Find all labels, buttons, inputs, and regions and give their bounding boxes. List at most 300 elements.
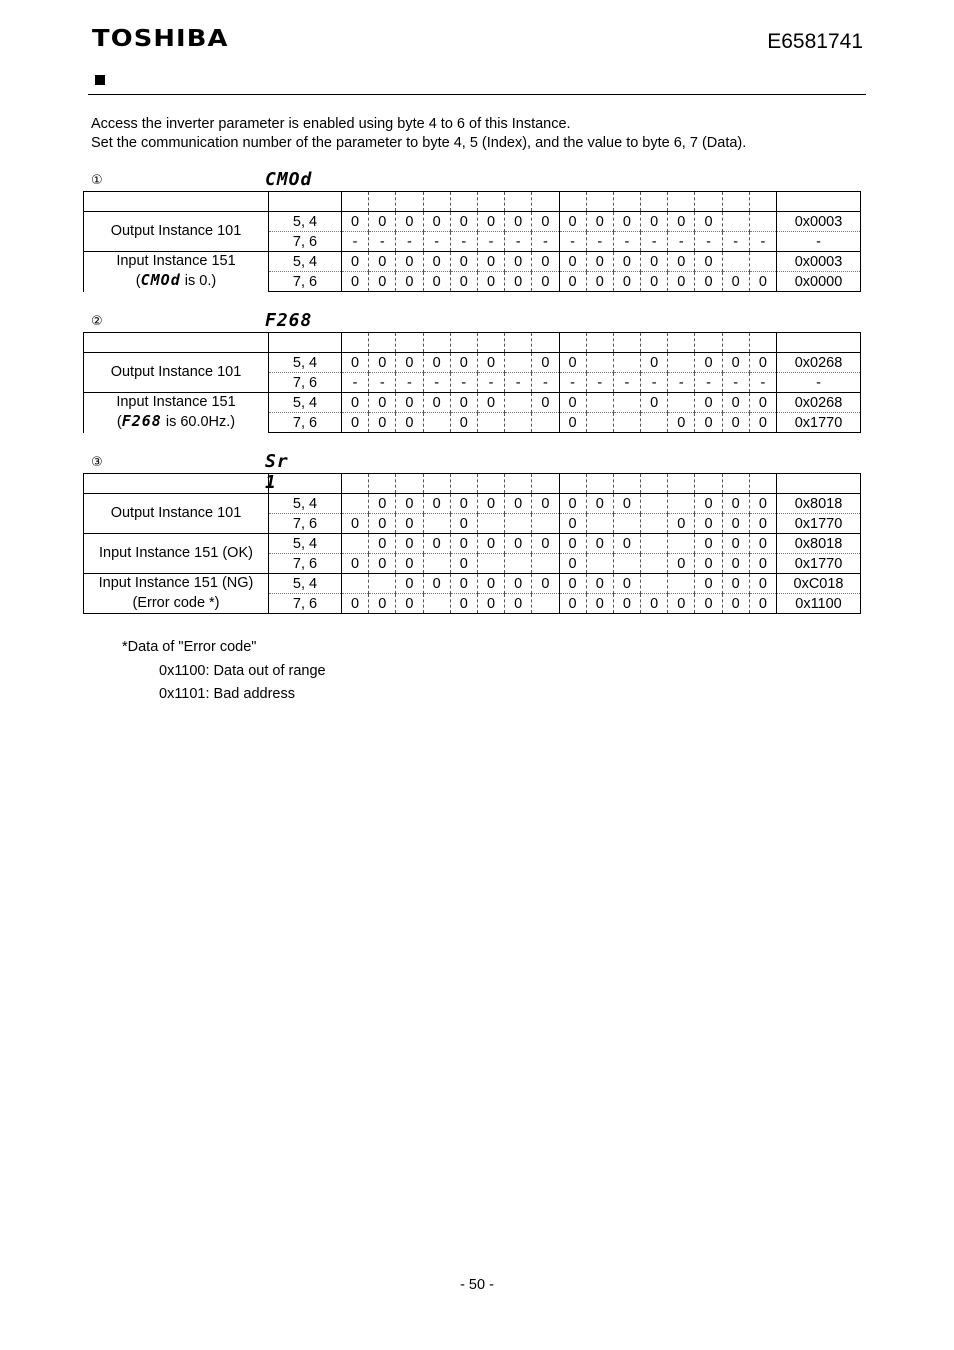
bit-cell: 0 <box>477 353 504 373</box>
header-cell <box>269 474 342 494</box>
bit-cell: 0 <box>668 554 695 574</box>
bit-cell <box>532 413 559 433</box>
header-cell <box>450 192 477 212</box>
bit-cell: 0 <box>532 272 559 292</box>
bit-cell: 0 <box>450 252 477 272</box>
bit-cell: - <box>749 232 776 252</box>
bit-cell: - <box>532 232 559 252</box>
bit-cell <box>505 413 532 433</box>
row-label-line: Input Instance 151 <box>116 394 236 411</box>
bit-cell: - <box>668 232 695 252</box>
bit-cell: 0 <box>396 554 423 574</box>
section-3-mark: ③ <box>91 455 103 470</box>
bit-cell <box>749 252 776 272</box>
bit-cell: - <box>477 232 504 252</box>
bit-cell: 0 <box>532 353 559 373</box>
bit-cell: 0 <box>505 272 532 292</box>
row-label: Output Instance 101 <box>84 494 269 534</box>
header-cell <box>477 192 504 212</box>
header-cell <box>749 474 776 494</box>
bit-cell: 0 <box>668 413 695 433</box>
byte-index: 5, 4 <box>269 494 342 514</box>
bit-cell: 0 <box>369 413 396 433</box>
bit-cell: 0 <box>722 413 749 433</box>
bit-cell <box>532 514 559 534</box>
header-cell <box>396 474 423 494</box>
bit-cell: 0 <box>559 212 586 232</box>
header-cell <box>396 333 423 353</box>
bit-cell: 0 <box>532 574 559 594</box>
bit-cell: 0 <box>396 272 423 292</box>
section-1-mark: ① <box>91 173 103 188</box>
hex-value: 0x1770 <box>777 554 861 574</box>
bit-cell: 0 <box>722 594 749 614</box>
bit-cell: 0 <box>722 353 749 373</box>
byte-index: 7, 6 <box>269 413 342 433</box>
table-header-row <box>84 333 861 353</box>
section-2-table <box>83 332 861 433</box>
bit-cell: 0 <box>505 252 532 272</box>
bit-cell <box>477 514 504 534</box>
bit-cell: 0 <box>477 494 504 514</box>
bit-cell: 0 <box>613 252 640 272</box>
page-number: - 50 - <box>460 1277 494 1293</box>
bit-cell: 0 <box>477 393 504 413</box>
table-row <box>84 393 861 413</box>
bit-cell: 0 <box>369 554 396 574</box>
row-label-note: (CMOd is 0.) <box>135 271 217 290</box>
table-row <box>84 212 861 232</box>
header-cell <box>84 474 269 494</box>
bit-cell: 0 <box>695 554 722 574</box>
header-cell <box>749 333 776 353</box>
bit-cell: 0 <box>613 594 640 614</box>
bit-cell <box>586 554 613 574</box>
bit-cell <box>505 554 532 574</box>
bit-cell: 0 <box>477 272 504 292</box>
hex-value: 0x0268 <box>777 393 861 413</box>
bit-cell: - <box>477 373 504 393</box>
header-cell <box>532 192 559 212</box>
bit-cell: 0 <box>749 574 776 594</box>
bit-cell: 0 <box>423 534 450 554</box>
hex-value: - <box>777 232 861 252</box>
section-2-mark: ② <box>91 314 103 329</box>
bit-cell: 0 <box>369 353 396 373</box>
note-item: 0x1101: Bad address <box>159 686 295 702</box>
bit-cell: 0 <box>722 534 749 554</box>
header-cell <box>777 333 861 353</box>
header-cell <box>668 474 695 494</box>
bit-cell: 0 <box>559 393 586 413</box>
header-cell <box>695 474 722 494</box>
header-cell <box>695 333 722 353</box>
bit-cell <box>342 494 369 514</box>
bit-cell: - <box>722 373 749 393</box>
table-row <box>84 534 861 554</box>
byte-index: 5, 4 <box>269 393 342 413</box>
bit-cell <box>586 353 613 373</box>
bit-cell: 0 <box>369 514 396 534</box>
bit-cell: 0 <box>722 554 749 574</box>
bit-cell: 0 <box>396 393 423 413</box>
bit-cell: 0 <box>749 594 776 614</box>
bit-cell: 0 <box>586 212 613 232</box>
bit-cell: 0 <box>668 272 695 292</box>
intro-line-2: Set the communication number of the parameter to byte 4, 5 (Index), and the value to byte 6, 7 (Data). <box>91 135 747 151</box>
bit-cell: - <box>505 232 532 252</box>
bit-cell: - <box>342 232 369 252</box>
bit-cell: - <box>613 373 640 393</box>
section-1-param: CMOd <box>265 169 313 190</box>
bit-cell: 0 <box>695 272 722 292</box>
header-cell <box>342 333 369 353</box>
bit-cell: 0 <box>749 494 776 514</box>
bit-cell: - <box>423 232 450 252</box>
bit-cell: 0 <box>477 252 504 272</box>
bit-cell: 0 <box>695 514 722 534</box>
bit-cell: 0 <box>477 212 504 232</box>
table-header-row <box>84 474 861 494</box>
bit-cell: - <box>695 373 722 393</box>
bit-cell: - <box>586 232 613 252</box>
bit-cell: 0 <box>369 534 396 554</box>
bit-cell <box>423 554 450 574</box>
bit-cell: 0 <box>559 353 586 373</box>
byte-index: 7, 6 <box>269 514 342 534</box>
bit-cell: 0 <box>532 494 559 514</box>
bit-cell: 0 <box>396 594 423 614</box>
bit-cell: 0 <box>396 494 423 514</box>
bit-cell <box>586 514 613 534</box>
bit-cell: 0 <box>450 554 477 574</box>
row-label: Output Instance 101 <box>84 353 269 393</box>
bit-cell: 0 <box>668 252 695 272</box>
bit-cell: 0 <box>423 393 450 413</box>
hex-value: 0x1770 <box>777 413 861 433</box>
section-1-table <box>83 191 861 292</box>
bit-cell <box>477 413 504 433</box>
bit-cell: 0 <box>641 252 668 272</box>
bit-cell: 0 <box>613 212 640 232</box>
row-label-line: Input Instance 151 <box>116 253 236 270</box>
header-cell <box>722 474 749 494</box>
table-row <box>84 594 861 614</box>
bit-cell: 0 <box>505 494 532 514</box>
bit-cell: 0 <box>586 534 613 554</box>
bit-cell: 0 <box>369 393 396 413</box>
bit-cell: 0 <box>749 534 776 554</box>
bit-cell: 0 <box>423 272 450 292</box>
bit-cell: - <box>369 232 396 252</box>
header-cell <box>641 192 668 212</box>
bit-cell: 0 <box>613 272 640 292</box>
bit-cell: 0 <box>450 272 477 292</box>
bit-cell <box>641 574 668 594</box>
header-cell <box>269 192 342 212</box>
header-cell <box>641 474 668 494</box>
header-cell <box>641 333 668 353</box>
bit-cell: 0 <box>641 212 668 232</box>
bit-cell: 0 <box>695 252 722 272</box>
row-label: Output Instance 101 <box>84 212 269 252</box>
bit-cell: 0 <box>641 353 668 373</box>
toshiba-logo: TOSHIBA <box>92 26 229 52</box>
byte-index: 7, 6 <box>269 272 342 292</box>
bit-cell: - <box>559 373 586 393</box>
bit-cell: 0 <box>668 594 695 614</box>
bit-cell: 0 <box>450 594 477 614</box>
section-3-table <box>83 473 861 614</box>
bit-cell: 0 <box>532 212 559 232</box>
hex-value: 0x1100 <box>777 594 861 614</box>
bit-cell: 0 <box>342 393 369 413</box>
hex-value: 0x0000 <box>777 272 861 292</box>
header-cell <box>423 333 450 353</box>
bit-cell: 0 <box>342 554 369 574</box>
byte-index: 5, 4 <box>269 353 342 373</box>
bit-cell: - <box>641 232 668 252</box>
bit-cell <box>505 514 532 534</box>
byte-index: 5, 4 <box>269 534 342 554</box>
header-cell <box>505 474 532 494</box>
bit-cell: 0 <box>695 393 722 413</box>
bit-cell: 0 <box>695 494 722 514</box>
param-display-code: F268 <box>121 412 162 431</box>
byte-index: 5, 4 <box>269 212 342 232</box>
header-cell <box>84 192 269 212</box>
bit-cell <box>342 534 369 554</box>
bit-cell: 0 <box>423 494 450 514</box>
bit-cell: 0 <box>396 534 423 554</box>
bit-cell <box>641 514 668 534</box>
param-display-code: CMOd <box>140 271 181 290</box>
header-rule <box>88 94 866 95</box>
bit-cell <box>423 514 450 534</box>
header-cell <box>749 192 776 212</box>
header-cell <box>477 333 504 353</box>
bit-cell: 0 <box>586 272 613 292</box>
header-cell <box>777 192 861 212</box>
bit-cell <box>641 413 668 433</box>
note-item: 0x1100: Data out of range <box>159 662 326 679</box>
bit-cell: - <box>695 232 722 252</box>
bit-cell <box>423 594 450 614</box>
header-cell <box>342 474 369 494</box>
header-cell <box>559 333 586 353</box>
error-code-notes <box>122 636 326 707</box>
bit-cell: 0 <box>450 514 477 534</box>
hex-value: 0x0003 <box>777 252 861 272</box>
bit-cell: 0 <box>559 594 586 614</box>
header-cell <box>396 192 423 212</box>
header-cell <box>613 333 640 353</box>
bit-cell: - <box>423 373 450 393</box>
hex-value: 0x0003 <box>777 212 861 232</box>
bit-cell: 0 <box>396 252 423 272</box>
bit-cell: 0 <box>695 594 722 614</box>
bit-cell: 0 <box>532 534 559 554</box>
bit-cell: 0 <box>695 534 722 554</box>
bit-cell <box>749 212 776 232</box>
bit-cell <box>342 574 369 594</box>
bit-cell: 0 <box>586 252 613 272</box>
bit-cell: 0 <box>450 574 477 594</box>
bit-cell <box>505 353 532 373</box>
bit-cell: - <box>722 232 749 252</box>
bit-cell: 0 <box>559 272 586 292</box>
byte-index: 7, 6 <box>269 554 342 574</box>
header-cell <box>505 192 532 212</box>
bit-cell: 0 <box>695 353 722 373</box>
hex-value: 0x8018 <box>777 494 861 514</box>
header-cell <box>477 474 504 494</box>
bit-cell: 0 <box>342 272 369 292</box>
bit-cell: 0 <box>559 494 586 514</box>
bit-cell: 0 <box>477 594 504 614</box>
bit-cell <box>613 514 640 534</box>
bit-cell: 0 <box>342 413 369 433</box>
header-cell <box>613 192 640 212</box>
section-bullet <box>95 75 105 85</box>
bit-cell: 0 <box>722 514 749 534</box>
bit-cell <box>668 574 695 594</box>
bit-cell: - <box>668 373 695 393</box>
header-cell <box>559 192 586 212</box>
bit-cell: 0 <box>450 353 477 373</box>
bit-cell <box>586 393 613 413</box>
byte-index: 5, 4 <box>269 252 342 272</box>
bit-cell: 0 <box>722 494 749 514</box>
bit-cell: 0 <box>695 212 722 232</box>
bit-cell: 0 <box>722 574 749 594</box>
bit-cell: 0 <box>559 554 586 574</box>
byte-index: 7, 6 <box>269 373 342 393</box>
header-cell <box>613 474 640 494</box>
bit-cell <box>668 353 695 373</box>
section-3-param: Sr 1 <box>265 451 289 493</box>
header-cell <box>722 333 749 353</box>
bit-cell: 0 <box>342 594 369 614</box>
table-row <box>84 353 861 373</box>
bit-cell: 0 <box>342 252 369 272</box>
bit-cell: 0 <box>722 272 749 292</box>
byte-index: 7, 6 <box>269 594 342 614</box>
intro-text <box>91 115 746 153</box>
bit-cell: 0 <box>477 574 504 594</box>
bit-cell: 0 <box>749 272 776 292</box>
header-cell <box>423 474 450 494</box>
bit-cell: 0 <box>586 494 613 514</box>
bit-cell <box>613 413 640 433</box>
bit-cell <box>586 413 613 433</box>
byte-index: 7, 6 <box>269 232 342 252</box>
bit-cell: 0 <box>450 413 477 433</box>
header-cell <box>668 333 695 353</box>
bit-cell: 0 <box>396 212 423 232</box>
bit-cell: 0 <box>423 212 450 232</box>
hex-value: 0x8018 <box>777 534 861 554</box>
bit-cell: 0 <box>450 534 477 554</box>
bit-cell: 0 <box>342 353 369 373</box>
bit-cell: 0 <box>668 212 695 232</box>
bit-cell <box>613 393 640 413</box>
bit-cell <box>668 393 695 413</box>
bit-cell: - <box>396 373 423 393</box>
bit-cell: 0 <box>668 514 695 534</box>
bit-cell: 0 <box>695 574 722 594</box>
header-cell <box>586 474 613 494</box>
bit-cell: 0 <box>369 252 396 272</box>
bit-cell: - <box>559 232 586 252</box>
table-row <box>84 252 861 272</box>
header-cell <box>269 333 342 353</box>
bit-cell <box>641 554 668 574</box>
bit-cell <box>668 534 695 554</box>
bit-cell <box>423 413 450 433</box>
header-cell <box>559 474 586 494</box>
header-cell <box>84 333 269 353</box>
hex-value: - <box>777 373 861 393</box>
bit-cell: 0 <box>396 353 423 373</box>
bit-cell: 0 <box>369 494 396 514</box>
bit-cell: 0 <box>505 594 532 614</box>
bit-cell: - <box>586 373 613 393</box>
bit-cell: 0 <box>423 353 450 373</box>
bit-cell: 0 <box>450 494 477 514</box>
bit-cell: 0 <box>532 252 559 272</box>
notes-title: *Data of "Error code" <box>122 639 257 655</box>
bit-cell: 0 <box>722 393 749 413</box>
bit-cell <box>369 574 396 594</box>
bit-cell <box>668 494 695 514</box>
bit-cell: 0 <box>423 574 450 594</box>
bit-cell: - <box>641 373 668 393</box>
bit-cell: 0 <box>641 272 668 292</box>
bit-cell: 0 <box>749 353 776 373</box>
bit-cell: 0 <box>586 574 613 594</box>
header-cell <box>369 474 396 494</box>
bit-cell <box>505 393 532 413</box>
header-cell <box>777 474 861 494</box>
bit-cell: 0 <box>749 514 776 534</box>
bit-cell: 0 <box>613 494 640 514</box>
table-row <box>84 494 861 514</box>
row-label: Input Instance 151 (OK) <box>84 534 269 574</box>
table-row <box>84 574 861 594</box>
bit-cell <box>532 554 559 574</box>
bit-cell: 0 <box>559 514 586 534</box>
bit-cell: 0 <box>369 212 396 232</box>
bit-cell <box>613 554 640 574</box>
header-cell <box>369 192 396 212</box>
bit-cell: 0 <box>532 393 559 413</box>
bit-cell: - <box>369 373 396 393</box>
row-label: Input Instance 151 (NG) <box>84 574 269 594</box>
bit-cell: 0 <box>559 574 586 594</box>
document-number: E6581741 <box>767 30 863 53</box>
hex-value: 0x1770 <box>777 514 861 534</box>
header-cell <box>369 333 396 353</box>
header-cell <box>532 333 559 353</box>
bit-cell: 0 <box>695 413 722 433</box>
section-2-param: F268 <box>265 310 313 331</box>
bit-cell: - <box>749 373 776 393</box>
bit-cell: 0 <box>505 212 532 232</box>
bit-cell: 0 <box>641 393 668 413</box>
row-label <box>84 252 269 292</box>
bit-cell: 0 <box>586 594 613 614</box>
